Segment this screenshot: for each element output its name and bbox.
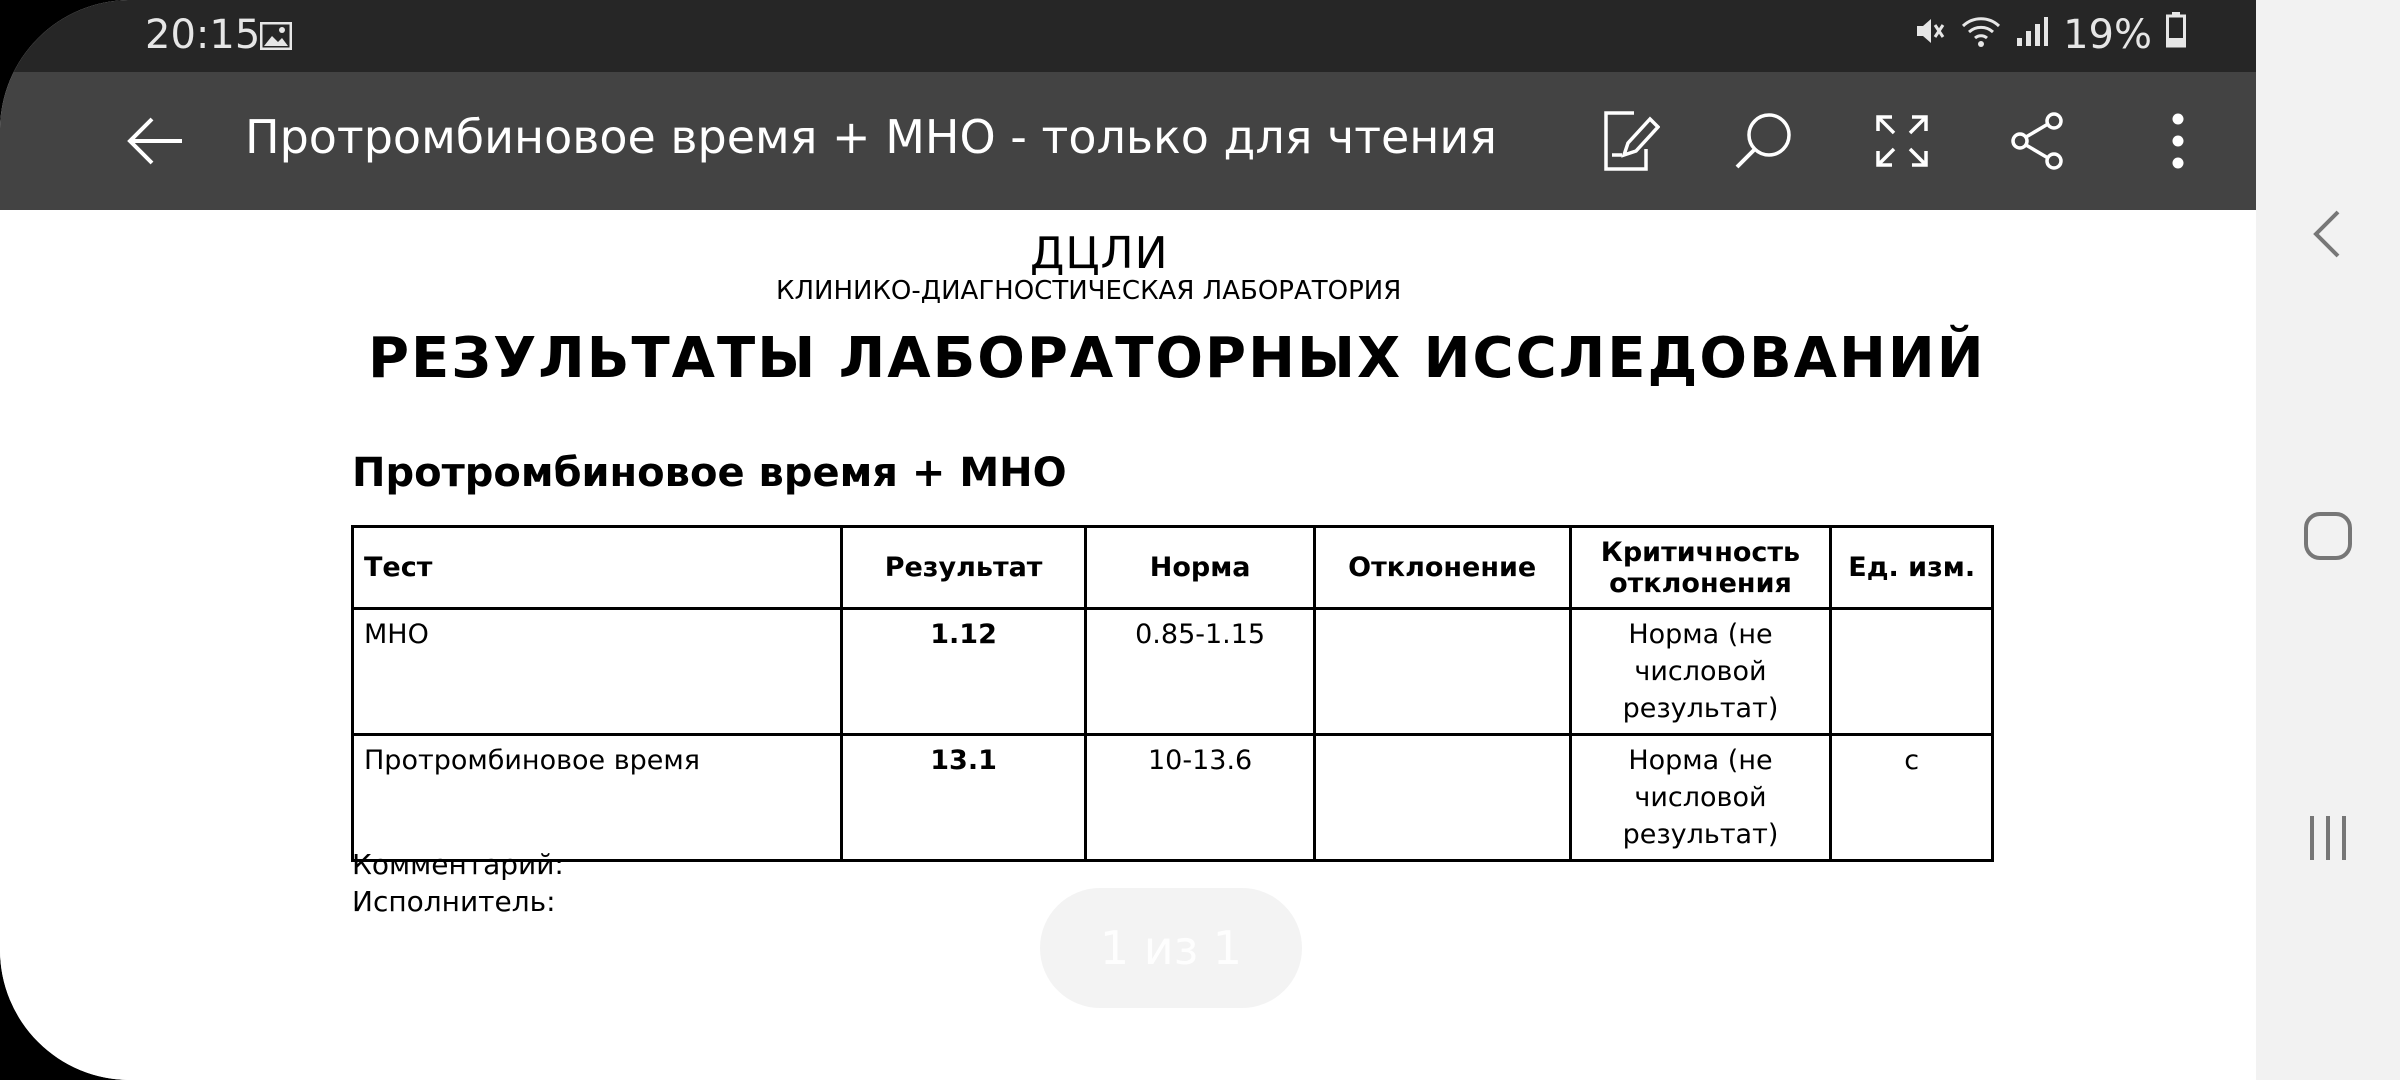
header-test: Тест xyxy=(353,527,842,609)
more-vertical-icon[interactable] xyxy=(2143,106,2213,176)
status-time: 20:15 xyxy=(145,12,261,58)
edit-icon[interactable] xyxy=(1595,106,1665,176)
battery-text: 19% xyxy=(2063,12,2152,58)
lab-subtitle: КЛИНИКО-ДИАГНОСТИЧЕСКАЯ ЛАБОРАТОРИЯ xyxy=(776,276,1402,306)
cell-deviation xyxy=(1314,609,1570,735)
signal-icon xyxy=(2015,12,2049,58)
system-nav-bar xyxy=(2256,0,2400,1080)
app-toolbar xyxy=(0,72,2256,210)
cell-test: МНО xyxy=(353,609,842,735)
org-name: ДЦЛИ xyxy=(1030,228,1169,279)
cell-norm: 10-13.6 xyxy=(1086,735,1314,861)
table-row xyxy=(353,735,1993,861)
wifi-icon xyxy=(1961,12,2001,58)
nav-back-icon[interactable] xyxy=(2292,198,2364,270)
cell-result: 13.1 xyxy=(841,735,1086,861)
battery-icon xyxy=(2166,12,2186,58)
performer-label: Исполнитель: xyxy=(352,885,556,918)
cell-units: с xyxy=(1831,735,1993,861)
cell-units xyxy=(1831,609,1993,735)
back-arrow-icon[interactable] xyxy=(122,107,190,175)
status-icons xyxy=(1913,12,2186,58)
cell-test: Протромбиновое время xyxy=(353,735,842,861)
section-title: Протромбиновое время + МНО xyxy=(352,450,1067,496)
document-page xyxy=(0,210,2256,1080)
header-result: Результат xyxy=(841,527,1086,609)
header-units: Ед. изм. xyxy=(1831,527,1993,609)
document-title: Протромбиновое время + МНО - только для чтения xyxy=(245,110,1497,164)
report-title: РЕЗУЛЬТАТЫ ЛАБОРАТОРНЫХ ИССЛЕДОВАНИЙ xyxy=(368,326,1986,391)
status-bar xyxy=(0,0,2256,72)
share-icon[interactable] xyxy=(2003,106,2073,176)
search-icon[interactable] xyxy=(1728,106,1798,176)
cell-result: 1.12 xyxy=(841,609,1086,735)
cell-criticality: Норма (не числовой результат) xyxy=(1570,735,1831,861)
page-indicator: 1 из 1 xyxy=(1040,888,1302,1008)
header-deviation: Отклонение xyxy=(1314,527,1570,609)
comment-label: Комментарий: xyxy=(352,848,564,881)
nav-home-icon[interactable] xyxy=(2292,500,2364,572)
header-criticality: Критичность отклонения xyxy=(1570,527,1831,609)
results-table xyxy=(351,525,1994,862)
cell-criticality: Норма (не числовой результат) xyxy=(1570,609,1831,735)
fullscreen-icon[interactable] xyxy=(1867,106,1937,176)
table-header-row xyxy=(353,527,1993,609)
cell-norm: 0.85-1.15 xyxy=(1086,609,1314,735)
cell-deviation xyxy=(1314,735,1570,861)
mute-icon xyxy=(1913,12,1947,58)
nav-recents-icon[interactable] xyxy=(2292,802,2364,874)
table-row xyxy=(353,609,1993,735)
image-icon xyxy=(260,22,292,54)
header-norm: Норма xyxy=(1086,527,1314,609)
